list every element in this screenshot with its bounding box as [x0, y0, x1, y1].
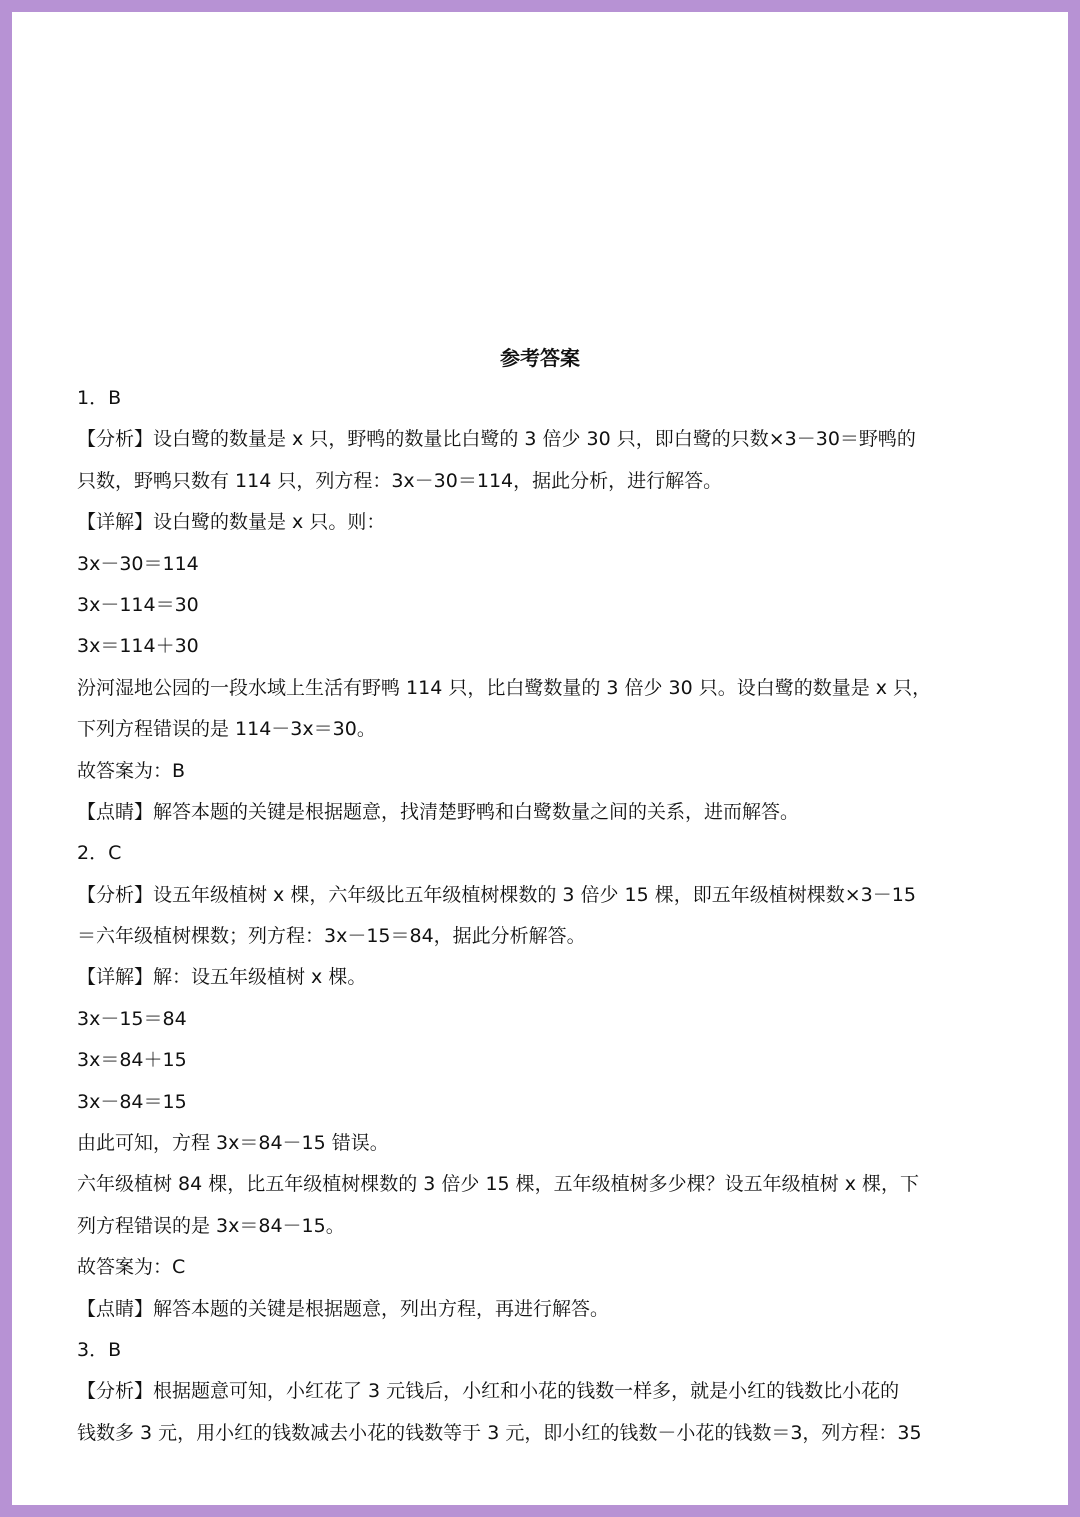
analysis-line: 【分析】设白鹭的数量是 x 只，野鸭的数量比白鹭的 3 倍少 30 只，即白鹭的只数×3－30＝野鸭的	[77, 428, 916, 451]
equation-line: 3x－15＝84	[77, 1007, 187, 1030]
answer-3-heading: 3．B	[77, 1338, 122, 1361]
text-line: 由此可知，方程 3x＝84－15 错误。	[77, 1132, 389, 1155]
answer-1-heading: 1．B	[77, 387, 122, 409]
analysis-line: 【分析】设五年级植树 x 棵，六年级比五年级植树棵数的 3 倍少 15 棵，即五年级植树棵数×3－15	[77, 883, 916, 906]
answer-line: 故答案为：B	[77, 759, 186, 782]
analysis-line: 钱数多 3 元，用小红的钱数减去小花的钱数等于 3 元，即小红的钱数－小花的钱数＝3，列方程：35	[77, 1421, 922, 1444]
document-page	[12, 12, 1068, 1505]
page-title: 参考答案	[500, 346, 580, 370]
analysis-line: 【分析】根据题意可知，小红花了 3 元钱后，小红和小花的钱数一样多，就是小红的钱数比小花的	[77, 1380, 900, 1403]
equation-line: 3x－114＝30	[77, 593, 199, 616]
analysis-line: 只数，野鸭只数有 114 只，列方程：3x－30＝114，据此分析，进行解答。	[77, 469, 723, 492]
key-point-line: 【点睛】解答本题的关键是根据题意，列出方程，再进行解答。	[77, 1297, 610, 1320]
answer-line: 故答案为：C	[77, 1256, 186, 1279]
equation-line: 3x－30＝114	[77, 552, 199, 575]
equation-line: 3x＝114＋30	[77, 635, 199, 658]
text-line: 六年级植树 84 棵，比五年级植树棵数的 3 倍少 15 棵，五年级植树多少棵？设五年级植树 x 棵，下	[77, 1173, 920, 1196]
detail-line: 【详解】解：设五年级植树 x 棵。	[77, 966, 367, 989]
equation-line: 3x＝84＋15	[77, 1049, 187, 1072]
text-line: 汾河湿地公园的一段水域上生活有野鸭 114 只，比白鹭数量的 3 倍少 30 只。设白鹭的数量是 x 只，	[77, 676, 932, 699]
answer-2-heading: 2．C	[77, 842, 122, 865]
detail-line: 【详解】设白鹭的数量是 x 只。则：	[77, 511, 386, 534]
analysis-line: ＝六年级植树棵数；列方程：3x－15＝84，据此分析解答。	[77, 925, 586, 948]
equation-line: 3x－84＝15	[77, 1090, 187, 1113]
answer-content	[77, 378, 1007, 1454]
text-line: 列方程错误的是 3x＝84－15。	[77, 1214, 345, 1237]
key-point-line: 【点睛】解答本题的关键是根据题意，找清楚野鸭和白鹭数量之间的关系，进而解答。	[77, 800, 800, 823]
text-line: 下列方程错误的是 114－3x＝30。	[77, 718, 376, 741]
